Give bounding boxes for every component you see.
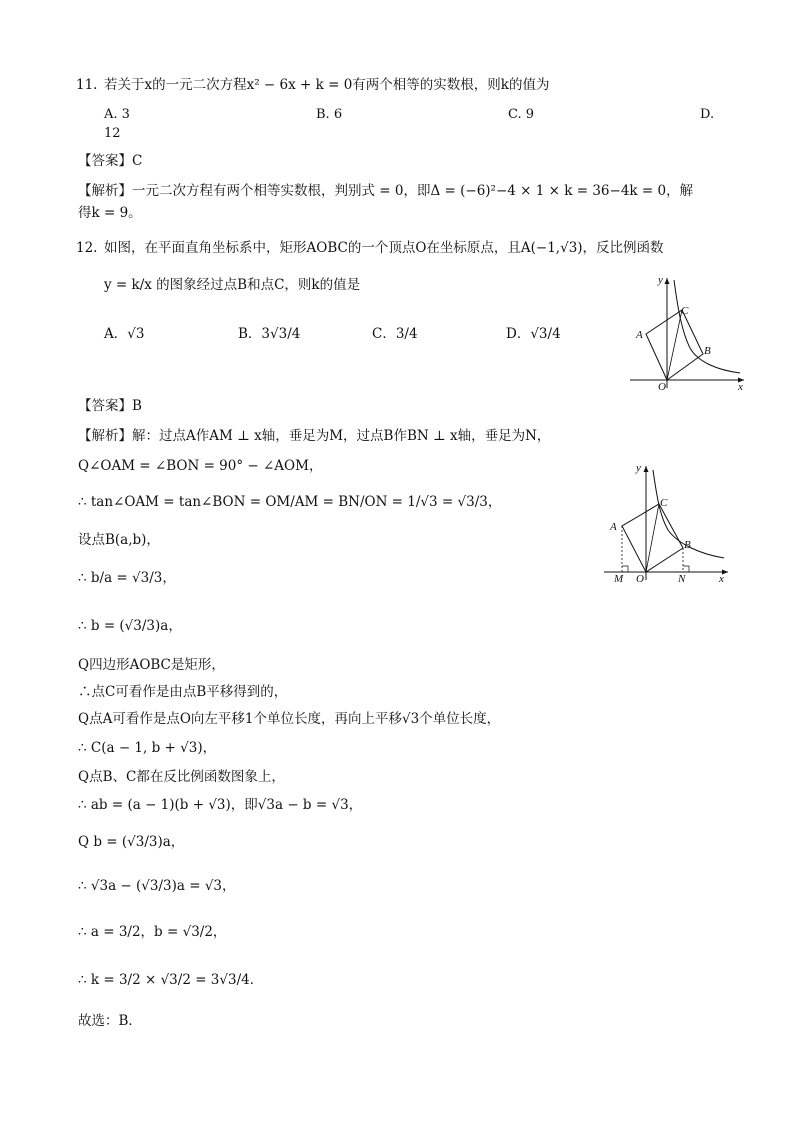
q12-step-8: ∴点C可看作是由点B平移得到的，: [78, 684, 288, 700]
label-y: y: [658, 274, 663, 286]
q11-answer: 【答案】C: [78, 153, 143, 169]
q11-stem: 若关于x的一元二次方程x² − 6x + k = 0有两个相等的实数根，则k的值为: [104, 77, 550, 93]
q12-step-5: ∴ b/a = √3/3，: [78, 570, 176, 586]
q12-answer: 【答案】B: [78, 398, 142, 414]
q12-option-d: D．√3/4: [506, 326, 561, 342]
diagonal-oc: [646, 504, 659, 572]
q12-step-14: ∴ √3a − (√3/3)a = √3，: [78, 878, 236, 894]
label-b: B: [684, 539, 691, 551]
q12-step-11: Q点B、C都在反比例函数图象上，: [78, 769, 285, 785]
label-b: B: [704, 345, 711, 357]
q12-step-7: Q四边形AOBC是矩形，: [78, 657, 225, 673]
q12-step-3: ∴ tan∠OAM = tan∠BON = OM/AM = BN/ON = 1/√3 = √3/3，: [78, 494, 502, 510]
right-angle-n: [683, 566, 689, 572]
label-x: x: [719, 573, 724, 585]
q11-option-d-letter: D.: [700, 107, 715, 122]
label-n: N: [678, 573, 686, 585]
q11-option-a: A. 3: [104, 107, 130, 122]
label-c: C: [660, 497, 668, 509]
label-m: M: [614, 573, 624, 585]
label-c: C: [681, 305, 689, 317]
label-a: A: [636, 329, 643, 341]
q12-step-15: ∴ a = 3/2，b = √3/2，: [78, 924, 227, 940]
label-o: O: [636, 573, 644, 585]
q11-option-c: C. 9: [508, 107, 535, 122]
y-axis-arrow: [665, 278, 670, 284]
hyperbola-curve: [674, 280, 740, 373]
y-axis-arrow: [644, 466, 649, 472]
q11-option-d-value: 12: [104, 126, 121, 141]
q12-option-b: B．3√3/4: [238, 326, 301, 342]
diagonal-oc: [667, 310, 682, 380]
q12-step-9: Q点A可看作是点O向左平移1个单位长度，再向上平移√3个单位长度，: [78, 711, 501, 727]
q11-number: 11.: [76, 77, 98, 93]
right-angle-m: [622, 566, 628, 572]
q12-figure-2: [600, 460, 735, 588]
q11-analysis-line2: 得k = 9。: [78, 205, 142, 221]
q12-step-17: 故选：B．: [78, 1013, 142, 1029]
q11-option-b: B. 6: [316, 107, 343, 122]
q12-step-1: 【解析】解：过点A作AM ⊥ x轴，垂足为M，过点B作BN ⊥ x轴，垂足为N，: [78, 428, 551, 444]
label-y: y: [636, 462, 641, 474]
q12-step-6: ∴ b = (√3/3)a，: [78, 618, 182, 634]
q11-analysis-line1: 【解析】一元二次方程有两个相等实数根，判别式 = 0，即Δ = (−6)²−4 × 1 × k = 36−4k = 0，解: [78, 183, 694, 199]
label-o: O: [658, 381, 666, 392]
q12-step-4: 设点B(a,b)，: [78, 532, 160, 548]
label-x: x: [738, 381, 743, 392]
q12-number: 12.: [76, 240, 98, 256]
q12-step-13: Q b = (√3/3)a，: [78, 834, 185, 850]
label-a: A: [610, 521, 617, 533]
q12-step-10: ∴ C(a − 1, b + √3)，: [78, 740, 217, 756]
q12-figure-1: [622, 270, 752, 392]
q12-step-16: ∴ k = 3/2 × √3/2 = 3√3/4．: [78, 972, 264, 988]
q12-option-a: A．√3: [104, 326, 145, 342]
q12-step-12: ∴ ab = (a − 1)(b + √3)，即√3a − b = √3，: [78, 797, 363, 813]
q12-option-c: C．3/4: [372, 326, 418, 342]
q12-step-2: Q∠OAM = ∠BON = 90° − ∠AOM，: [78, 458, 323, 474]
q12-stem-line2: y = k/x 的图象经过点B和点C，则k的值是: [104, 277, 361, 293]
q12-stem-line1: 如图，在平面直角坐标系中，矩形AOBC的一个顶点O在坐标原点，且A(−1,√3)，反比例函数: [104, 240, 664, 256]
